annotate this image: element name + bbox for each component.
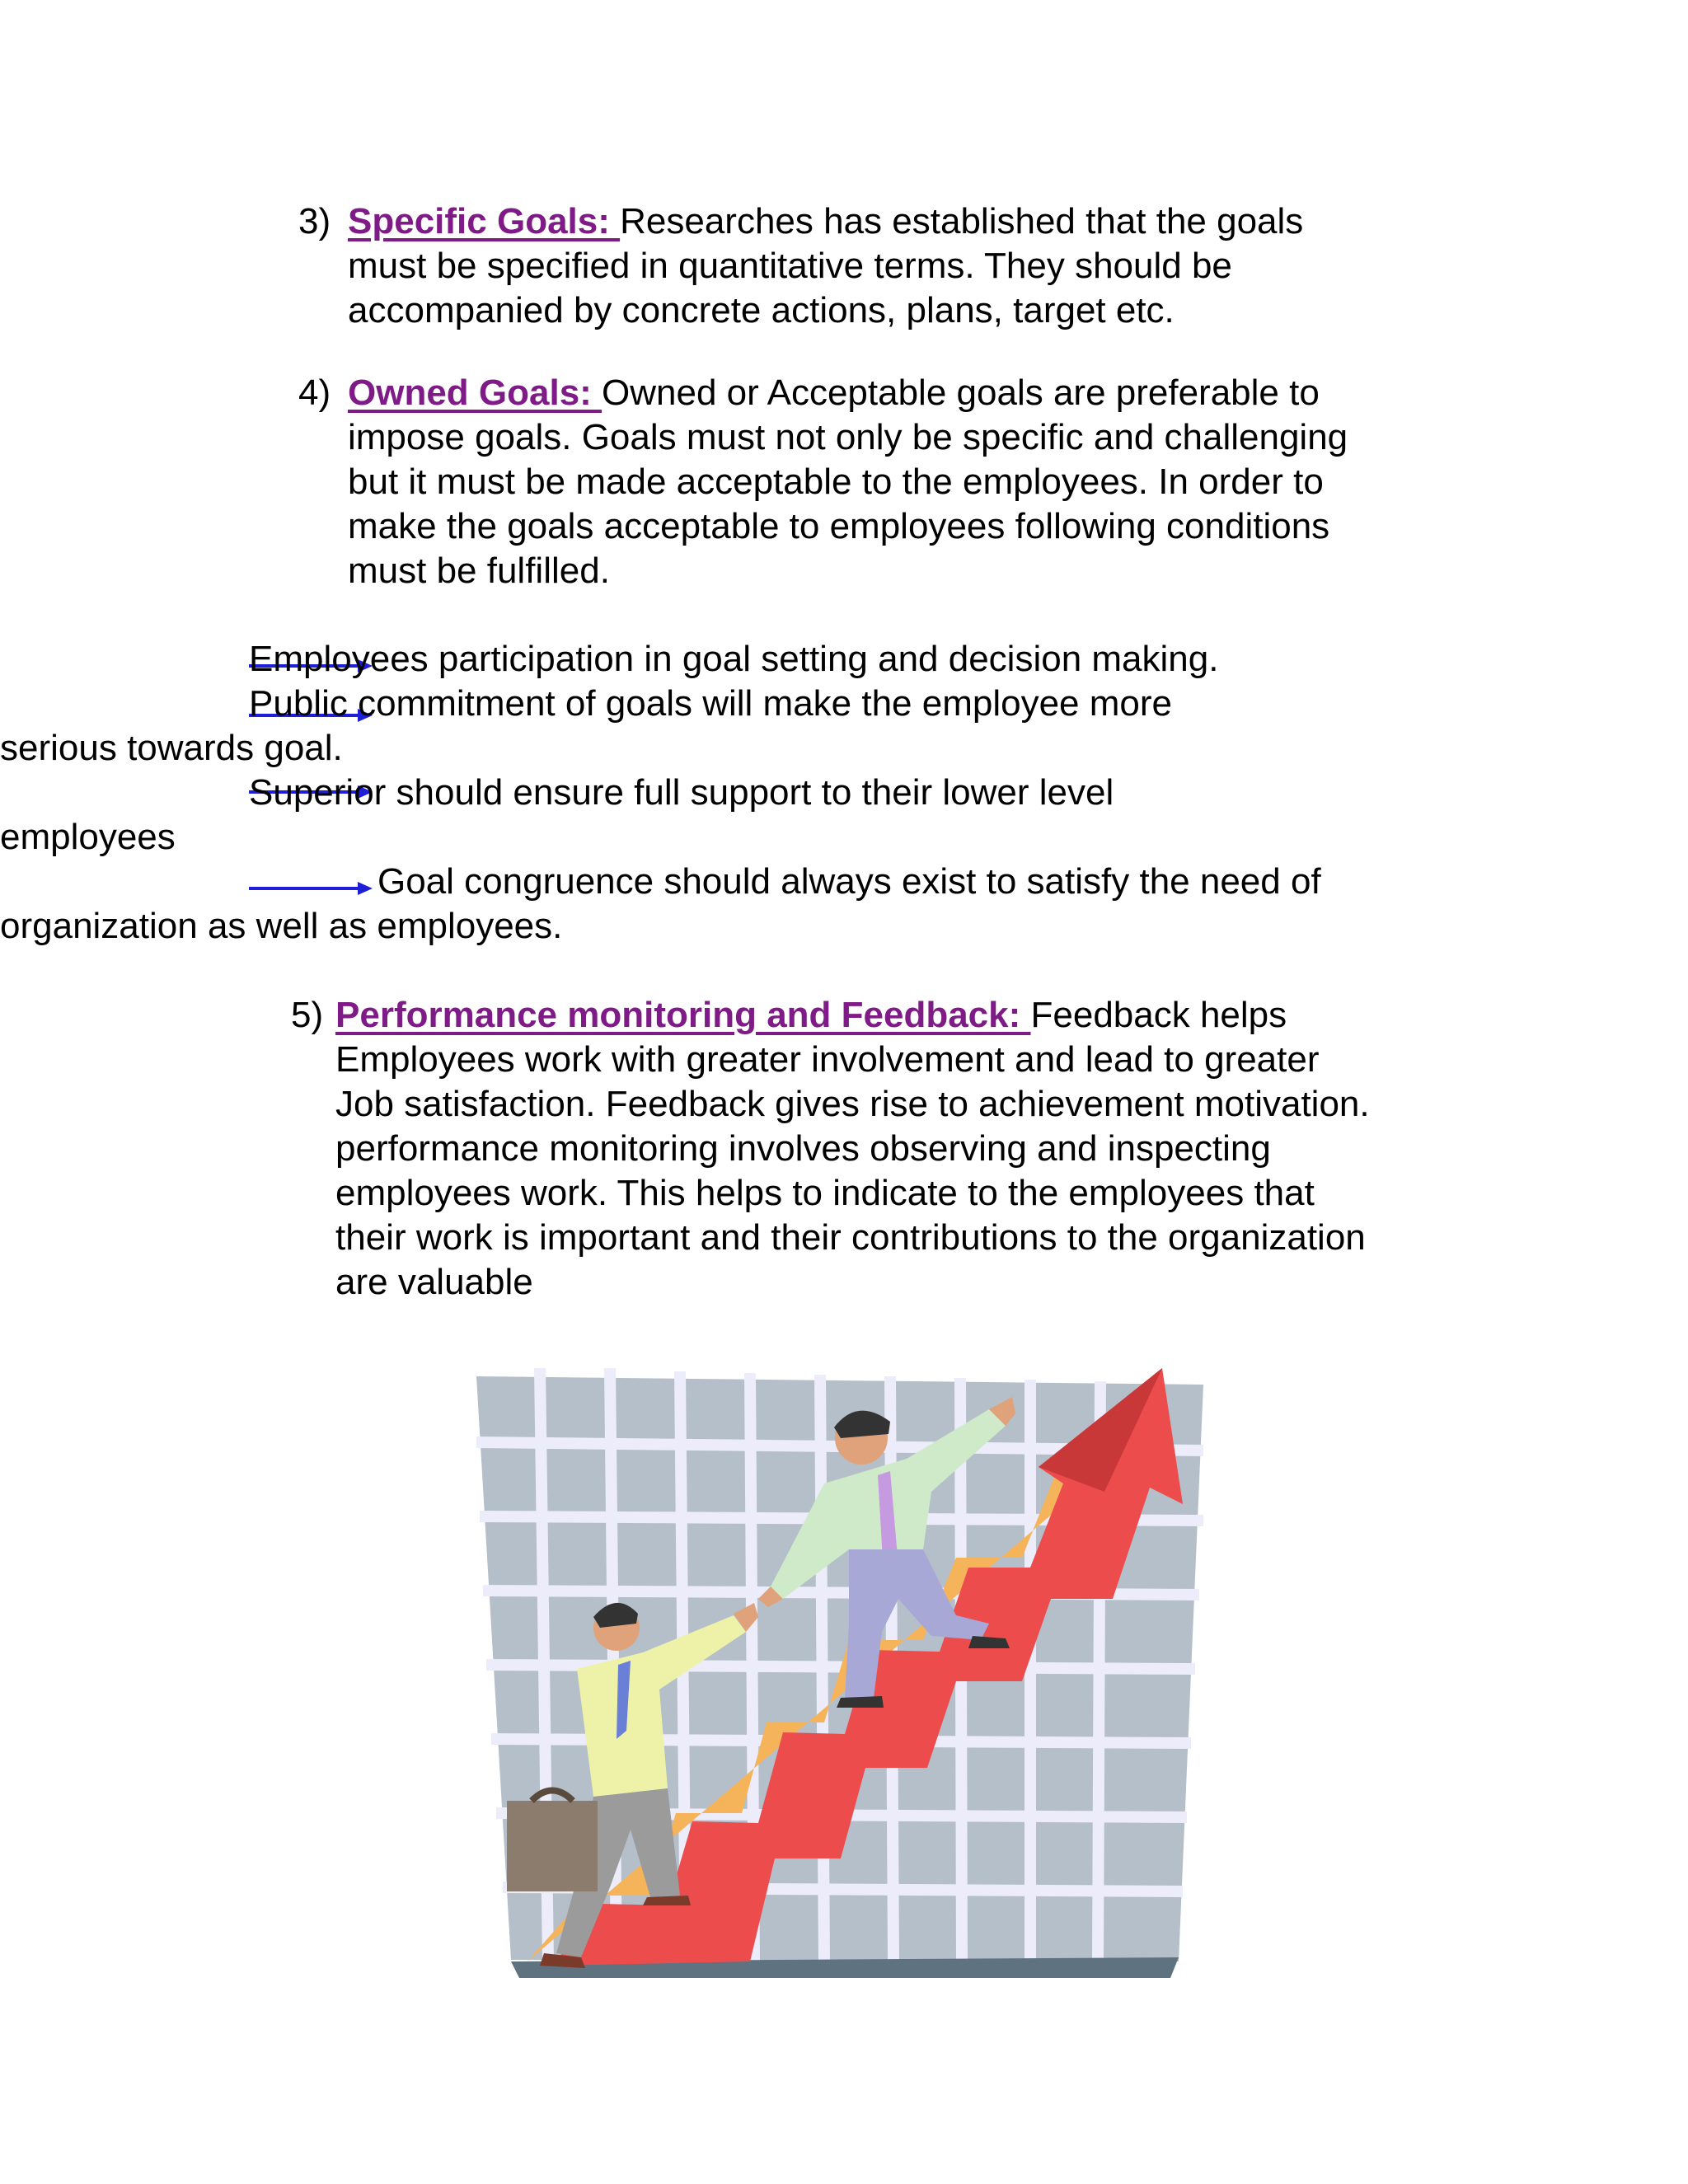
item-line: Job satisfaction. Feedback gives rise to achievement motivation. xyxy=(335,1084,1370,1124)
item-owned-goals xyxy=(298,371,1348,593)
bullet-continuation: organization as well as employees. xyxy=(0,906,563,946)
business-people-climbing-red-arrow-stairs-image xyxy=(462,1352,1220,1994)
item-line: Owned or Acceptable goals are preferable to xyxy=(602,373,1320,413)
item-performance-feedback xyxy=(291,993,1370,1305)
item-number: 4) xyxy=(298,373,331,413)
item-number: 3) xyxy=(298,201,331,241)
item-line: Feedback helps xyxy=(1030,995,1287,1035)
item-specific-goals xyxy=(298,199,1303,333)
bullet-text: Superior should ensure full support to their lower level xyxy=(249,772,1114,813)
arrow-icon xyxy=(247,879,375,898)
item-heading: Owned Goals: xyxy=(348,373,603,413)
item-heading: Specific Goals: xyxy=(348,201,621,241)
item-line: accompanied by concrete actions, plans, target etc. xyxy=(348,290,1175,330)
bullet-continuation: employees xyxy=(0,817,176,857)
bullet-item xyxy=(249,637,1218,682)
item-line: impose goals. Goals must not only be specific and challenging xyxy=(348,417,1348,457)
item-line: employees work. This helps to indicate to the employees that xyxy=(335,1173,1315,1213)
item-line: must be fulfilled. xyxy=(348,551,610,591)
item-line: but it must be made acceptable to the employees. In order to xyxy=(348,462,1324,502)
item-line: Researches has established that the goals xyxy=(620,201,1304,241)
bullet-text: Employees participation in goal setting and decision making. xyxy=(249,639,1219,679)
bullet-item xyxy=(0,682,1173,771)
item-line: must be specified in quantitative terms. They should be xyxy=(348,246,1232,286)
item-line: performance monitoring involves observing and inspecting xyxy=(335,1128,1271,1169)
bullet-text: Public commitment of goals will make the employee more xyxy=(249,683,1173,724)
bullet-item xyxy=(0,771,1114,860)
bullet-text: Goal congruence should always exist to satisfy the need of xyxy=(377,861,1321,902)
item-line: are valuable xyxy=(335,1262,533,1302)
bullet-item xyxy=(0,860,1321,949)
item-line: their work is important and their contributions to the organization xyxy=(335,1217,1366,1258)
bullet-continuation: serious towards goal. xyxy=(0,728,343,768)
item-number: 5) xyxy=(291,995,324,1035)
item-line: Employees work with greater involvement and lead to greater xyxy=(335,1039,1320,1080)
item-heading: Performance monitoring and Feedback: xyxy=(335,995,1031,1035)
item-line: make the goals acceptable to employees following conditions xyxy=(348,506,1330,546)
